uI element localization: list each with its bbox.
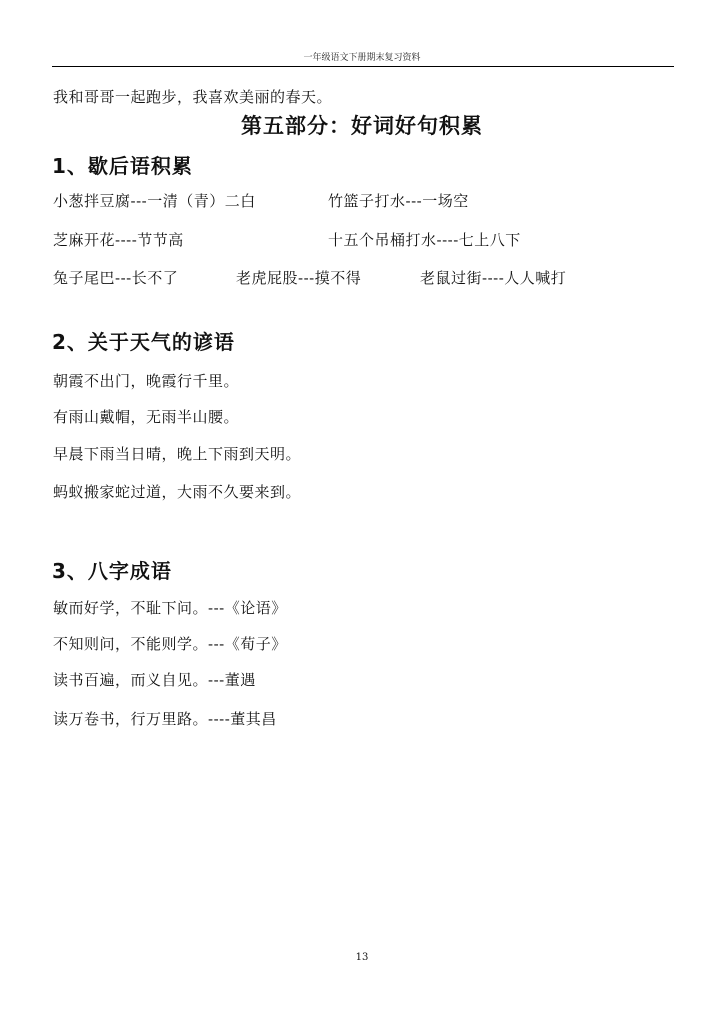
proverb-line: 有雨山戴帽，无雨半山腰。 (53, 408, 240, 426)
section-title-xiehouyu: 1、歇后语积累 (52, 154, 193, 178)
xiehouyu-item: 老鼠过街----人人喊打 (420, 269, 567, 287)
section-title-weather-proverbs: 2、关于天气的谚语 (52, 330, 235, 354)
part-title: 第五部分：好词好句积累 (241, 114, 483, 138)
idiom-line: 读万卷书，行万里路。----董其昌 (53, 710, 277, 728)
section-title-idioms: 3、八字成语 (52, 559, 172, 583)
proverb-line: 早晨下雨当日晴，晚上下雨到天明。 (53, 445, 302, 463)
xiehouyu-item: 竹篮子打水---一场空 (328, 192, 469, 210)
header-rule (52, 66, 674, 67)
idiom-line: 读书百遍，而义自见。---董遇 (53, 671, 256, 689)
xiehouyu-item: 老虎屁股---摸不得 (236, 269, 362, 287)
xiehouyu-item: 兔子尾巴---长不了 (53, 269, 179, 287)
xiehouyu-item: 芝麻开花----节节高 (53, 231, 184, 249)
page-number: 13 (355, 952, 369, 963)
proverb-line: 蚂蚁搬家蛇过道，大雨不久要来到。 (53, 483, 302, 501)
running-header: 一年级语文下册期末复习资料 (303, 53, 421, 63)
xiehouyu-item: 小葱拌豆腐---一清（青）二白 (53, 192, 256, 210)
intro-line: 我和哥哥一起跑步，我喜欢美丽的春天。 (53, 88, 333, 106)
idiom-line: 不知则问，不能则学。---《荀子》 (53, 635, 287, 653)
xiehouyu-item: 十五个吊桶打水----七上八下 (328, 231, 521, 249)
idiom-line: 敏而好学，不耻下问。---《论语》 (53, 599, 287, 617)
proverb-line: 朝霞不出门，晚霞行千里。 (53, 372, 240, 390)
